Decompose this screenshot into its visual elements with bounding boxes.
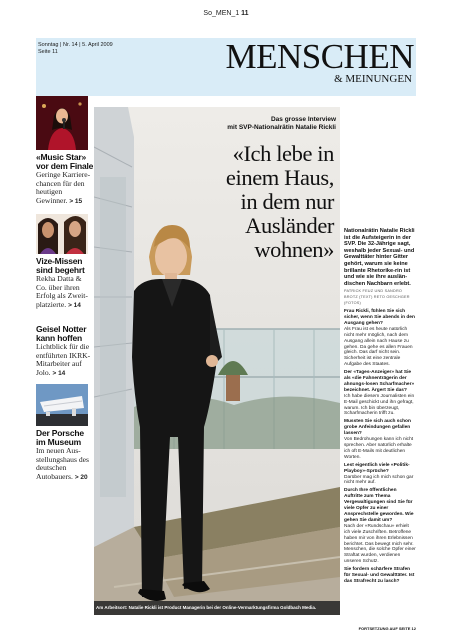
teaser-music-star[interactable] — [36, 96, 94, 206]
section-title: MENSCHEN — [225, 37, 414, 76]
interview-kicker — [96, 116, 336, 131]
interview-question: Der «Tages-Anzeiger» hat Sie als «die Fahnenträgerin der ahnungs-losen Scharfmacher» bezeichnet. Ärgert Sie das? — [344, 370, 415, 393]
interview-text-column — [344, 228, 416, 585]
interview-question: Durch Ihre öffentlichen Auftritte zum Thema Vergewaltigungen sind Sie für viele Opfer zu einer Ansprechstelle geworden. Wie gehen Sie damit um? — [344, 488, 414, 523]
interview-answer: Darüber mag ich mich schon gar nicht mehr auf. — [344, 474, 414, 486]
slug-label: So_MEN_1 — [203, 10, 240, 17]
quote-line: «Ich lebe in — [232, 141, 334, 166]
interview-answer: Nach der «Rundschau» erhielt ich viele Zuschriften. Betroffene haben mir von ihren Erlebnissen berichtet. Das bewegt mich sehr. Menschen, die solche Opfer einer Straftat wurden, verdienen unseren Schutz. — [344, 523, 416, 565]
vize-missen-photo — [36, 214, 88, 254]
photo-caption: Am Arbeitsort: Natalie Rickli ist Product Managerin bei der Online-Vermarktungsfirma Goldbach Media. — [96, 605, 317, 610]
headline-quote — [96, 142, 334, 262]
article-byline: PATRICK FEUZ UND SANDRO BROTZ (TEXT) RETO OESCHGER (FOTOS) — [344, 289, 410, 306]
slug-page-number: 11 — [241, 10, 249, 17]
kicker-line-2: mit SVP-Nationalrätin Natalie Rickli — [227, 123, 336, 131]
article-lead: Nationalrätin Natalie Rickli ist die Aufsteigerin in der SVP. Die 32-Jährige sagt, weshalb jeder Sexual- und Gewalttäter hinter Gitter gehört, warum sie keine brillante Rhetorike-rin ist und wie sie ihre auslän-dischen Nachbarn erlebt. — [344, 228, 415, 287]
quote-line: einem Haus, — [225, 165, 334, 190]
interview-question: Lest eigentlich viele «Politik-Playboy»-Sprüche? — [344, 462, 410, 474]
page-reference: > 14 — [52, 369, 66, 377]
interview-answer: Von Bedrohungen kann ich nicht sprechen. Aber natürlich erhalte ich oft E-Mails mit deutlichen Worten. — [344, 437, 414, 460]
interview-answer: Ich habe diesem Journalisten ein E-Mail geschickt und ihn gefragt, warum. Ich bin überzeugt, Scharfmacherin trifft zu. — [344, 393, 415, 417]
issue-page: Seite 11 — [38, 49, 58, 55]
kicker-line-1: Das grosse Interview — [270, 116, 336, 123]
continued-reference[interactable]: FORTSETZUNG AUF SEITE 12 — [358, 626, 416, 631]
page-slug — [0, 10, 452, 17]
porsche-museum-photo — [36, 384, 88, 426]
teaser-geisel-notter[interactable] — [36, 322, 94, 378]
section-subtitle: & MEINUNGEN — [334, 73, 412, 85]
interview-question: Frau Rickli, fühlen Sie sich sicher, wenn Sie abends in den Ausgang gehen? — [344, 309, 415, 326]
issue-info — [38, 42, 113, 56]
quote-line: Ausländer — [245, 213, 334, 238]
issue-date: Sonntag | Nr. 14 | 5. April 2009 — [38, 42, 113, 48]
teaser-body: Lichtblick für die entführten IKRK-Mitarbeiter auf Jolo. — [36, 342, 91, 377]
teaser-vize-missen[interactable] — [36, 214, 94, 310]
interview-question: Sie fordern schärfere Strafen für Sexual- und Gewalttäter. Ist das Strafrecht zu lasch? — [344, 567, 415, 584]
teaser-headline: Vize-Missen sind begehrt — [36, 256, 85, 275]
teaser-headline: «Music Star» vor dem Finale — [36, 152, 94, 171]
teaser-body: Im neuen Aus-stellungshaus des deutschen Autobauers. — [36, 446, 89, 481]
interview-answer: Als Frau ist es heute natürlich nicht mehr möglich, nach dem Ausgang allein nach Hause zu gehen. Da gehe es allen Frauen gleich. Das darf nicht sein. Sicherheit ist eine zentrale Aufgabe des Staates. — [344, 326, 413, 368]
quote-line: wohnen» — [254, 237, 334, 262]
interview-question: Mussten Sie sich auch schon grobe Anfeindungen gefallen lassen? — [344, 419, 411, 437]
page-reference: > 14 — [68, 301, 81, 309]
page-reference: > 15 — [69, 197, 83, 205]
teaser-headline: Der Porsche im Museum — [36, 428, 84, 447]
music-star-photo — [36, 96, 88, 150]
teaser-headline: Geisel Notter kann hoffen — [36, 324, 87, 343]
quote-line: in dem nur — [240, 189, 334, 214]
page-reference: > 20 — [74, 473, 88, 481]
teaser-body: Rekha Datta & Co. über ihren Erfolg als Zweit-platzierte. — [36, 274, 88, 309]
teaser-porsche-museum[interactable] — [36, 384, 94, 482]
teaser-body: Geringe Karriere-chancen für den heutigen Gewinner. — [36, 170, 91, 205]
